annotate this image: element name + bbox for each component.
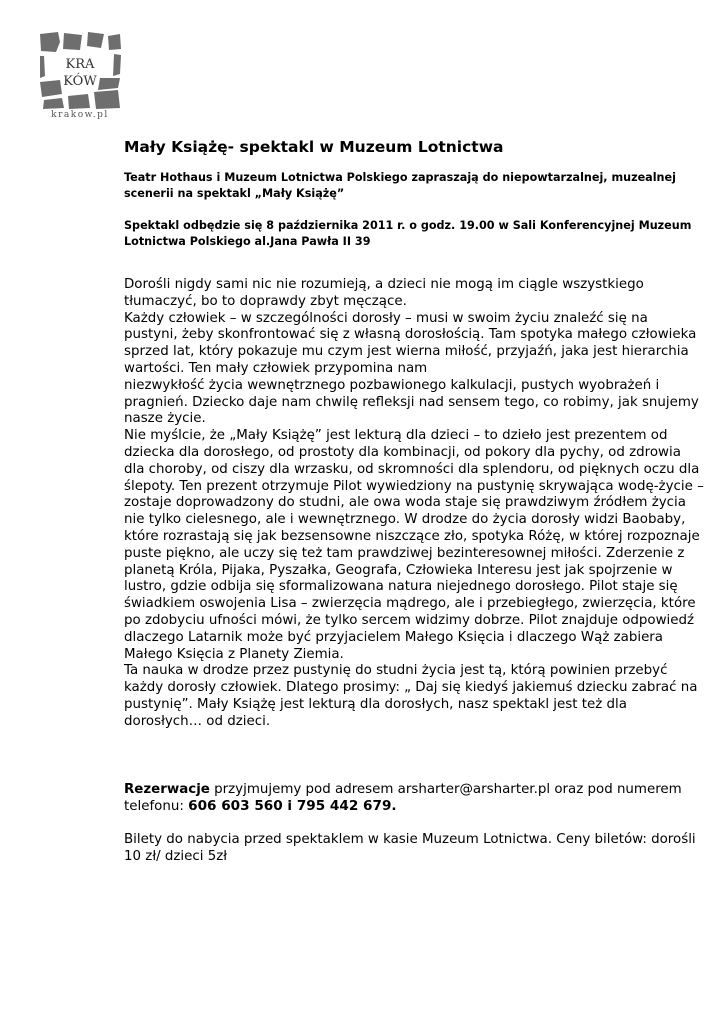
- reservation-label: Rezerwacje: [124, 781, 210, 797]
- logo-text-line1: KRA: [65, 57, 95, 72]
- document-content: [124, 136, 704, 866]
- reservation-text: przyjmujemy pod adresem arsharter@arsharter.pl oraz pod numerem telefonu:: [124, 781, 682, 815]
- logo-caption: krakow.pl: [51, 110, 109, 120]
- logo-text-line2: KÓW: [63, 74, 97, 89]
- document-title: Mały Książę- spektakl w Muzeum Lotnictwa: [124, 138, 504, 156]
- body-paragraph: Dorośli nigdy sami nic nie rozumieją, a dzieci nie mogą im ciągle wszystkiego tłumaczyć, bo to doprawdy zbyt męczące.: [124, 277, 644, 309]
- body-text: [124, 277, 704, 731]
- reservation-phones: 606 603 560 i 795 442 679.: [188, 798, 397, 815]
- body-paragraph: Każdy człowiek – w szczególności dorosły – musi w swoim życiu znaleźć się na pustyni, żeby skonfrontować się z własną dorosłością. Tam spotyka małego człowieka sprzed lat, który pokazuje mu czym jest wierna miłość, przyjaźń, jaka jest hierarchia wartości. Ten mały człowiek przypomina nam: [124, 310, 697, 376]
- lead-event-details: Spektakl odbędzie się 8 października 2011 r. o godz. 19.00 w Sali Konferencyjnej Muzeum Lotnictwa Polskiego al.Jana Pawła II 39: [124, 219, 692, 248]
- lead-invitation: Teatr Hothaus i Muzeum Lotnictwa Polskiego zapraszają do niepowtarzalnej, muzealnej scenerii na spektakl „Mały Książę”: [124, 171, 676, 200]
- krakow-logo-mark: [38, 30, 122, 110]
- body-paragraph: niezwykłość życia wewnętrznego pozbawionego kalkulacji, pustych wyobrażeń i pragnień. Dziecko daje nam chwilę refleksji nad sensem tego, co robimy, jak snujemy nasze życie.: [124, 377, 699, 427]
- ticket-info: Bilety do nabycia przed spektaklem w kasie Muzeum Lotnictwa. Ceny biletów: dorośli 10 zł/ dzieci 5zł: [124, 832, 696, 864]
- body-paragraph: Ta nauka w drodze przez pustynię do studni życia jest tą, którą powinien przebyć każdy dorosły człowiek. Dlatego prosimy: „ Daj się kiedyś jakiemuś dziecku zabrać na pustynię”. Mały Książę jest lekturą dla dorosłych, nasz spektakl jest też dla dorosłych… od dzieci.: [124, 663, 698, 729]
- krakow-logo: [38, 30, 122, 124]
- reservation-info: [124, 782, 704, 817]
- body-paragraph: Nie myślcie, że „Mały Książę” jest lekturą dla dzieci – to dzieło jest prezentem od dziecka dla dorosłego, od prostoty dla kombinacji, od pokory dla pychy, od zdrowia dla choroby, od ciszy dla wrzasku, od skromności dla splendoru, od pięknych oczu dla ślepoty. Ten prezent otrzymuje Pilot wywiedziony na pustynię skrywająca wodę-życie – zostaje doprowadzony do studni, ale owa woda staje się prawdziwym źródłem życia nie tylko cielesnego, ale i wewnętrznego. W drodze do życia dorosły widzi Baobaby, które rozrastają się jak bezsensowne niszczące zło, spotyka Różę, w której rozpoznaje puste piękno, ale uczy się też tam prawdziwej bezinteresownej miłości. Zderzenie z planetą Króla, Pijaka, Pyszałka, Geografa, Człowieka Interesu jest jak spojrzenie w lustro, gdzie odbija się sformalizowana natura niejednego dorosłego. Pilot staje się świadkiem oswojenia Lisa – zwierzęcia mądrego, ale i przebiegłego, zwierzęcia, które po zdobyciu ufności mówi, że tylko sercem widzimy dobrze. Pilot znajduje odpowiedź dlaczego Latarnik może być przyjacielem Małego Księcia i dlaczego Wąż zabiera Małego Księcia z Planety Ziemia.: [124, 428, 704, 662]
